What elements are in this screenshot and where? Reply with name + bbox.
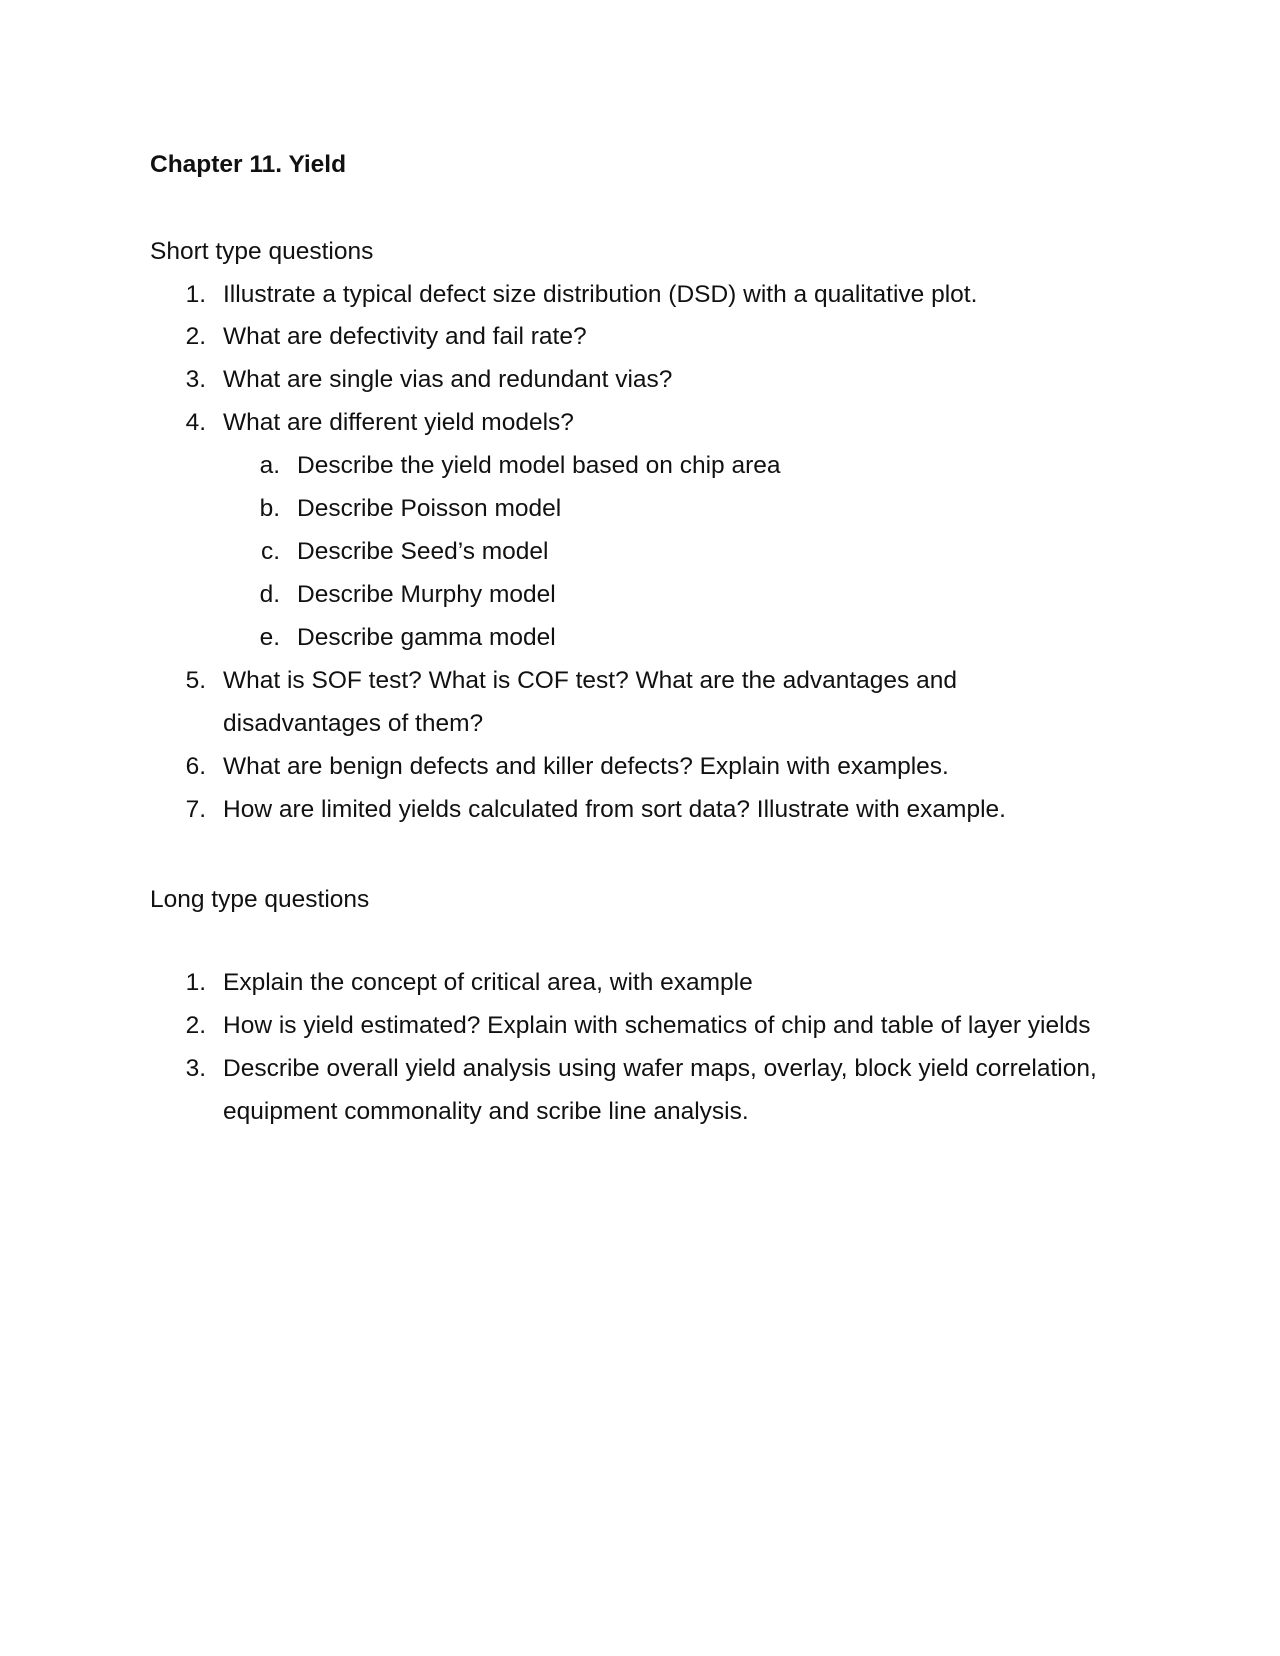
sub-list-item: Describe Murphy model — [297, 581, 556, 608]
list-item: What are single vias and redundant vias? — [223, 366, 673, 393]
list-item: Illustrate a typical defect size distribution (DSD) with a qualitative plot. — [223, 281, 978, 308]
page-title: Chapter 11. Yield — [150, 151, 347, 178]
list-item: What are defectivity and fail rate? — [223, 323, 587, 350]
long-questions-heading: Long type questions — [150, 886, 370, 913]
sub-item-letter: e. — [259, 624, 280, 651]
list-item: What is SOF test? What is COF test? What are the advantages and — [223, 667, 957, 694]
sub-list-item: Describe gamma model — [297, 624, 556, 651]
sub-item-letter: d. — [259, 581, 280, 608]
list-item: Describe overall yield analysis using wafer maps, overlay, block yield correlation, — [223, 1055, 1097, 1082]
list-item-number: 2. — [185, 323, 206, 350]
sub-list-item: Describe Seed’s model — [297, 538, 549, 565]
list-item-number: 3. — [185, 1055, 206, 1082]
list-item-continuation: disadvantages of them? — [223, 710, 484, 737]
short-questions-heading: Short type questions — [150, 238, 374, 265]
list-item-number: 2. — [185, 1012, 206, 1039]
list-item-number: 4. — [185, 409, 206, 436]
sub-item-letter: a. — [259, 452, 280, 479]
list-item-continuation: equipment commonality and scribe line analysis. — [223, 1098, 749, 1125]
list-item-number: 5. — [185, 667, 206, 694]
list-item-number: 1. — [185, 969, 206, 996]
list-item-number: 7. — [185, 796, 206, 823]
sub-item-letter: b. — [259, 495, 280, 522]
list-item: What are different yield models? — [223, 409, 574, 436]
list-item: How are limited yields calculated from sort data? Illustrate with example. — [223, 796, 1006, 823]
sub-list-item: Describe Poisson model — [297, 495, 562, 522]
list-item-number: 1. — [185, 281, 206, 308]
list-item-number: 6. — [185, 753, 206, 780]
list-item-number: 3. — [185, 366, 206, 393]
sub-item-letter: c. — [260, 538, 280, 565]
list-item: How is yield estimated? Explain with schematics of chip and table of layer yields — [223, 1012, 1091, 1039]
sub-list-item: Describe the yield model based on chip area — [297, 452, 781, 479]
list-item: Explain the concept of critical area, with example — [223, 969, 753, 996]
list-item: What are benign defects and killer defects? Explain with examples. — [223, 753, 949, 780]
